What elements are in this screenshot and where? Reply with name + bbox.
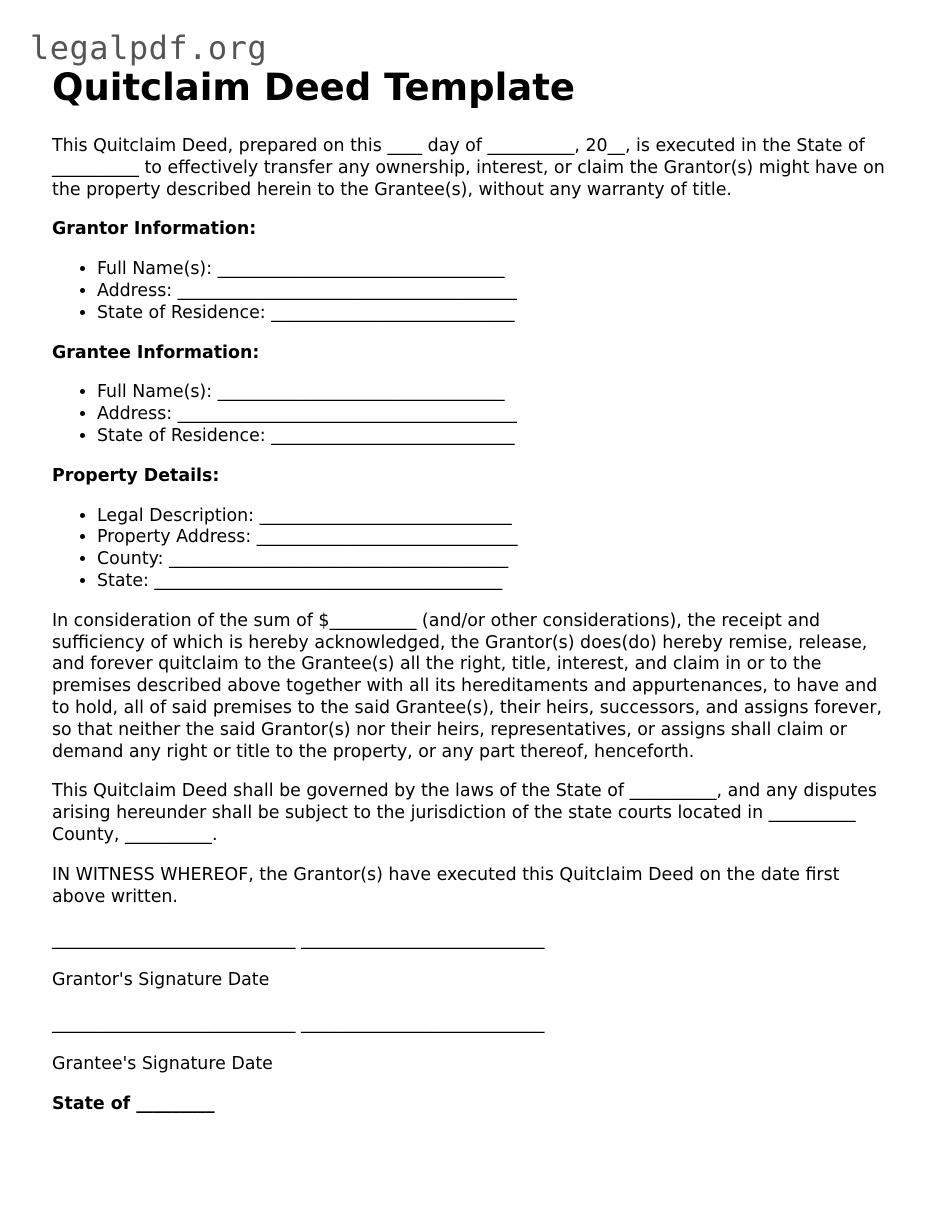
document-page <box>52 64 892 1115</box>
property-list <box>52 506 892 593</box>
document-title: Quitclaim Deed Template <box>52 66 576 109</box>
grantor-heading: Grantor Information: <box>52 219 257 240</box>
grantee-address-field: • Address: _______________________________________ <box>97 404 892 426</box>
grantee-state-field: • State of Residence: ____________________________ <box>97 426 892 448</box>
property-county-field: • County: _______________________________________ <box>97 549 892 571</box>
grantor-signature-line: ____________________________ ____________________________ <box>52 930 545 951</box>
property-legal-description-field: • Legal Description: _____________________________ <box>97 506 892 528</box>
intro-paragraph: This Quitclaim Deed, prepared on this ____ day of __________, 20__, is executed in the State of __________ to effectively transfer any ownership, interest, or claim the Grantor(s) might have on the property described herein to the Grantee(s), without any warranty of title. <box>52 136 885 200</box>
consideration-paragraph: In consideration of the sum of $__________ (and/or other considerations), the receipt and sufficiency of which is hereby acknowledged, the Grantor(s) does(do) hereby remise, release, and forever quitclaim to the Grantee(s) all the right, title, interest, and claim in or to the premises described above together with all its hereditaments and appurtenances, to have and to hold, all of said premises to the said Grantee(s), their heirs, successors, and assigns forever, so that neither the said Grantor(s) nor their heirs, representatives, or assigns shall claim or demand any right or title to the property, or any part thereof, henceforth. <box>52 610 883 762</box>
property-state-field: • State: ________________________________________ <box>97 571 892 593</box>
grantee-list <box>52 382 892 447</box>
grantee-signature-line: ____________________________ ____________________________ <box>52 1013 545 1034</box>
grantee-full-name-field: • Full Name(s): _________________________________ <box>97 382 892 404</box>
grantor-list <box>52 259 892 324</box>
grantor-full-name-field: • Full Name(s): _________________________________ <box>97 259 892 281</box>
state-of-heading: State of _________ <box>52 1093 215 1114</box>
grantor-state-field: • State of Residence: ____________________________ <box>97 303 892 325</box>
property-address-field: • Property Address: ______________________________ <box>97 527 892 549</box>
property-heading: Property Details: <box>52 465 220 486</box>
grantee-heading: Grantee Information: <box>52 342 260 363</box>
grantor-signature-label: Grantor's Signature Date <box>52 970 270 991</box>
governing-law-paragraph: This Quitclaim Deed shall be governed by the laws of the State of __________, and any disputes arising hereunder shall be subject to the jurisdiction of the state courts located in __________ County, __________. <box>52 781 877 845</box>
grantee-signature-label: Grantee's Signature Date <box>52 1053 273 1074</box>
watermark-logo: legalpdf.org <box>30 29 268 67</box>
witness-paragraph: IN WITNESS WHEREOF, the Grantor(s) have executed this Quitclaim Deed on the date first above written. <box>52 864 840 907</box>
grantor-address-field: • Address: _______________________________________ <box>97 281 892 303</box>
